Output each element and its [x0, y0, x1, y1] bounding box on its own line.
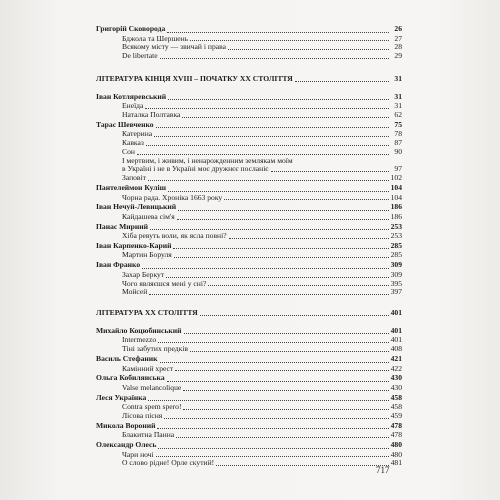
- toc-work-entry: [96, 157, 402, 175]
- toc-page-number: 309: [390, 260, 402, 270]
- dot-leader: [216, 464, 389, 466]
- toc-page-number: 253: [390, 231, 402, 241]
- dot-leader: [271, 170, 389, 172]
- toc-author-entry: [96, 24, 402, 35]
- toc-page-number: 186: [390, 202, 402, 212]
- toc-page-number: 395: [390, 278, 402, 288]
- toc-page-number: 421: [390, 354, 402, 364]
- dot-leader: [142, 267, 389, 269]
- toc-page-number: 401: [390, 335, 402, 345]
- toc-page-number: 285: [390, 250, 402, 260]
- toc-page-number: 253: [390, 221, 402, 231]
- dot-leader: [158, 447, 389, 449]
- dot-leader: [229, 237, 389, 239]
- toc-page-number: 104: [390, 183, 402, 193]
- dot-leader: [176, 436, 389, 438]
- toc-work-entry: [96, 345, 402, 354]
- work-title: Кавказ: [122, 138, 144, 148]
- toc-page-number: 75: [394, 119, 402, 129]
- toc-work-entry: [96, 412, 402, 421]
- toc-page-number: 397: [390, 287, 402, 297]
- toc-author-entry: [96, 183, 402, 194]
- work-title: Всякому місту — звичай і права: [122, 42, 226, 52]
- toc-section-heading: [96, 309, 402, 318]
- dot-leader: [148, 179, 389, 181]
- toc-author-entry: [96, 354, 402, 365]
- dot-leader: [148, 399, 389, 401]
- dot-leader: [150, 228, 389, 230]
- dot-leader: [184, 332, 389, 334]
- toc-page-number: 309: [390, 269, 402, 279]
- toc-author-entry: [96, 440, 402, 451]
- dot-leader: [174, 256, 389, 258]
- table-of-contents: [96, 24, 402, 468]
- dot-leader: [173, 247, 389, 249]
- toc-page-number: 480: [390, 449, 402, 459]
- work-title: Катерина: [122, 129, 153, 139]
- work-title: Чорна рада. Хроніка 1663 року: [122, 192, 223, 202]
- toc-work-entry: [96, 139, 402, 148]
- work-title: De libertate: [122, 51, 158, 61]
- dot-leader: [158, 341, 389, 343]
- toc-page-number: 104: [390, 192, 402, 202]
- toc-page-number: 480: [390, 440, 402, 450]
- toc-page-number: 430: [390, 382, 402, 392]
- dot-leader: [295, 80, 389, 82]
- toc-page-number: 90: [394, 146, 402, 156]
- toc-page-number: 31: [394, 101, 402, 111]
- dot-leader: [168, 98, 389, 100]
- dot-leader: [208, 284, 389, 286]
- toc-work-entry: [96, 459, 402, 468]
- dot-leader: [154, 135, 389, 137]
- work-title: Valse melancolique: [122, 382, 182, 392]
- toc-work-entry: [96, 384, 402, 393]
- dot-leader: [183, 389, 389, 391]
- toc-page-number: 31: [394, 91, 402, 101]
- author-name: Іван Котляревський: [96, 91, 167, 101]
- work-title: Енеїда: [122, 101, 144, 111]
- work-title: Наталка Полтавка: [122, 109, 181, 119]
- dot-leader: [157, 427, 389, 429]
- work-title: Захар Беркут: [122, 269, 165, 279]
- toc-page-number: 87: [394, 138, 402, 148]
- dot-leader: [167, 31, 389, 33]
- dot-leader: [200, 314, 389, 316]
- author-name: Василь Стефаник: [96, 354, 158, 364]
- toc-page-number: 78: [394, 129, 402, 139]
- toc-work-entry: [96, 194, 402, 203]
- author-name: Панас Мирний: [96, 221, 149, 231]
- toc-page-number: 62: [394, 109, 402, 119]
- work-title: Камінний хрест: [122, 363, 174, 373]
- dot-leader: [190, 39, 389, 41]
- toc-page-number: 401: [390, 308, 402, 318]
- toc-work-entry: [96, 213, 402, 222]
- toc-page-number: 29: [394, 51, 402, 61]
- dot-leader: [156, 126, 389, 128]
- dot-leader: [190, 350, 389, 352]
- work-title: Contra spem spero!: [122, 402, 182, 412]
- toc-page-number: 458: [390, 402, 402, 412]
- toc-page-number: 401: [390, 325, 402, 335]
- toc-page-number: 478: [390, 420, 402, 430]
- dot-leader: [156, 455, 389, 457]
- dot-leader: [182, 116, 389, 118]
- toc-page-number: 430: [390, 373, 402, 383]
- toc-page-number: 27: [394, 33, 402, 43]
- toc-page-number: 285: [390, 240, 402, 250]
- work-title: Заповіт: [122, 173, 146, 183]
- dot-leader: [224, 198, 389, 200]
- toc-work-entry: [96, 288, 402, 297]
- toc-page-number: 422: [390, 363, 402, 373]
- work-title: Кайдашева сім'я: [122, 211, 175, 221]
- toc-page-number: 478: [390, 430, 402, 440]
- dot-leader: [160, 361, 389, 363]
- work-title: Мойсей: [122, 287, 148, 297]
- dot-leader: [137, 153, 389, 155]
- section-title: ЛІТЕРАТУРА КІНЦЯ XVIII – ПОЧАТКУ XX СТОЛІТТЯ: [96, 73, 293, 83]
- dot-leader: [183, 408, 389, 410]
- toc-page-number: 97: [394, 164, 402, 174]
- author-name: Іван Франко: [96, 260, 141, 270]
- dot-leader: [149, 293, 389, 295]
- work-title: О слово рідне! Орле скутий!: [122, 458, 215, 468]
- work-title: Intermezzo: [122, 335, 157, 345]
- toc-work-title-line: в Україні і не в Україні моє дружнєє посланіє: [122, 164, 269, 174]
- toc-page-number: 26: [394, 24, 402, 33]
- author-name: Іван Нечуй-Левицький: [96, 202, 177, 212]
- toc-work-entry: [96, 431, 402, 440]
- work-title: Лісова пісня: [122, 410, 163, 420]
- toc-work-entry: [96, 365, 402, 374]
- dot-leader: [168, 190, 389, 192]
- dot-leader: [228, 48, 389, 50]
- author-name: Григорій Сковорода: [96, 24, 166, 33]
- toc-page-number: 186: [390, 211, 402, 221]
- work-title: Блакитна Панна: [122, 430, 175, 440]
- work-title: Бджола та Шершень: [122, 33, 189, 43]
- work-title: Сон: [122, 146, 135, 156]
- dot-leader: [175, 369, 389, 371]
- page-number: 717: [376, 465, 390, 475]
- toc-page-number: 459: [390, 410, 402, 420]
- author-name: Микола Вороний: [96, 420, 156, 430]
- author-name: Пантелеймон Куліш: [96, 183, 167, 193]
- author-name: Олександр Олесь: [96, 440, 157, 450]
- toc-work-entry: [96, 251, 402, 260]
- author-name: Леся Українка: [96, 392, 147, 402]
- author-name: Михайло Коцюбинський: [96, 325, 182, 335]
- dot-leader: [164, 417, 389, 419]
- dot-leader: [178, 209, 389, 211]
- dot-leader: [166, 276, 389, 278]
- work-title: Хіба ревуть воли, як ясла повні?: [122, 231, 227, 241]
- toc-work-entry: [96, 52, 402, 61]
- work-title: Тіні забутих предків: [122, 344, 189, 354]
- dot-leader: [167, 380, 389, 382]
- dot-leader: [177, 218, 389, 220]
- toc-page-number: 408: [390, 344, 402, 354]
- work-title: Чари ночі: [122, 449, 154, 459]
- toc-work-entry: [96, 174, 402, 183]
- toc-work-title-line: І мертвим, і живим, і ненарожденним землякам моїм: [122, 155, 293, 165]
- toc-page-number: 28: [394, 42, 402, 52]
- toc-page-number: 481: [390, 458, 402, 468]
- dot-leader: [145, 107, 389, 109]
- author-name: Ольга Кобилянська: [96, 373, 165, 383]
- toc-page-number: 458: [390, 392, 402, 402]
- toc-page-number: 102: [390, 173, 402, 183]
- author-name: Тарас Шевченко: [96, 119, 154, 129]
- toc-work-entry: [96, 232, 402, 241]
- toc-section-heading: [96, 75, 402, 84]
- toc-work-entry: [96, 111, 402, 120]
- section-title: ЛІТЕРАТУРА XX СТОЛІТТЯ: [96, 308, 198, 318]
- toc-page-number: 31: [394, 73, 402, 83]
- dot-leader: [146, 144, 389, 146]
- author-name: Іван Карпенко-Карий: [96, 240, 172, 250]
- dot-leader: [160, 57, 389, 59]
- work-title: Мартин Боруля: [122, 250, 172, 260]
- work-title: Чого являєшся мені у сні?: [122, 278, 207, 288]
